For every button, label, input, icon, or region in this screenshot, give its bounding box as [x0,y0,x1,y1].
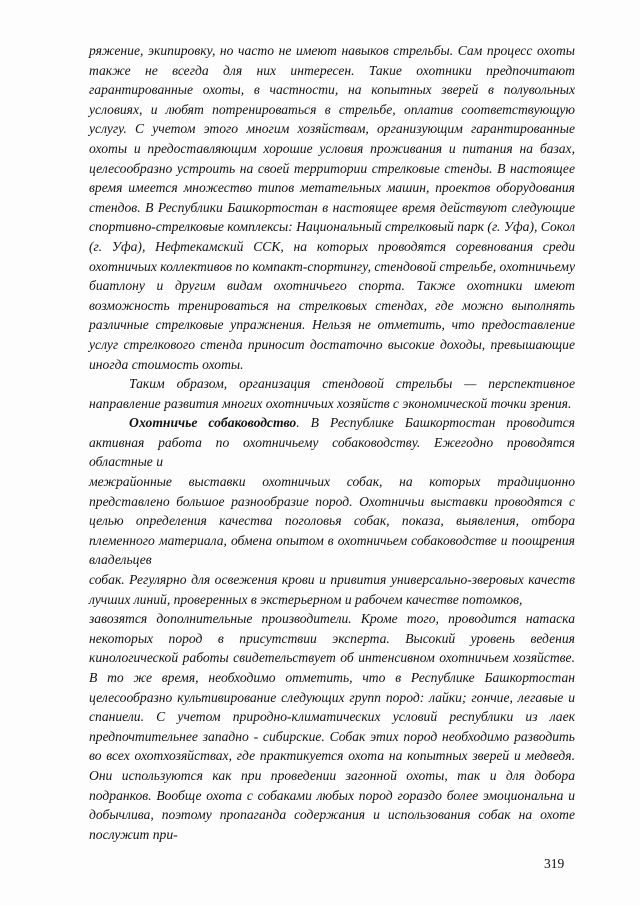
paragraph-conclusion: Таким образом, организация стендовой стрельбы — перспективное направление развития многих охотничьих хозяйств с экономической точки зрения. [89,376,575,411]
paragraph-shooting-stands: ряжение, экипировку, но часто не имеют навыков стрельбы. Сам процесс охоты также не всегда для них интересен. Такие охотники предпочитают гарантированные охоты, в частности, на копытных зверей в полувольных условиях, и любят потренироваться в стрельбе, оплатив соответствующую услугу. С учетом этого многим хозяйствам, организующим гарантированные охоты и предоставляющим хорошие условия проживания и питания на базах, целесообразно устроить на своей территории стрелковые стенды. В настоящее время имеется множество типов метательных машин, проектов оборудования стендов. В Республики Башкортостан в настоящее время действуют следующие спортивно-стрелковые комплексы: Национальный стрелковый парк (г. Уфа), Сокол (г. Уфа), Нефтекамский ССК, на которых проводятся соревнования среди охотничьих коллективов по компакт-спортингу, стендовой стрельбе, охотничьему биатлону и другим видам охотничьего спорта. Также охотники имеют возможность тренироваться на стрелковых стендах, где можно выполнять различные стрелковые упражнения. Нельзя не отметить, что предоставление услуг стрелкового стенда приносит достаточно высокие доходы, превышающие иногда стоимость охоты. [89,43,575,372]
page-number: 319 [544,856,565,871]
section-heading-dog-breeding: Охотничье собаководство [129,415,297,431]
paragraph-dog-qualities: собак. Регулярно для освежения крови и привития универсально-зверовых качеств лучших линий, проверенных в экстерьерном и рабочем качестве потомков, [89,572,575,607]
text-body [89,41,575,844]
paragraph-dog-exhibitions: межрайонные выставки охотничьих собак, на которых традиционно представлено большое разнообразие пород. Охотничьи выставки проводятся с целью определения качества поголовья собак, показа, выявления, отбора племенного материала, обмена опытом в охотничьем собаководстве и поощрения владельцев [89,474,575,568]
paragraph-dog-breeds: завозятся дополнительные производители. Кроме того, проводится натаска некоторых пород в присутствии эксперта. Высокий уровень ведения кинологической работы свидетельствует об интенсивном охотничьем хозяйстве. В то же время, необходимо отметить, что в Республике Башкортостан целесообразно культивирование следующих групп пород: лайки; гончие, легавые и спаниели. С учетом природно-климатических условий республики из лаек предпочтительнее западно - сибирские. Собак этих пород необходимо разводить во всех охотхозяйствах, где практикуется охота на копытных зверей и медведя. Они используются как при проведении загонной охоты, так и для добора подранков. Вообще охота с собаками любых пород гораздо более эмоциональна и добычлива, поэтому пропаганда содержания и использования собак на охоте послужит при- [89,611,575,842]
paragraph-dog-breeding-intro [89,413,575,472]
dog-breeding-intro-text: . В Республике Башкортостан проводится активная работа по охотничьему собаководству. Ежегодно проводятся областные и [89,415,575,470]
